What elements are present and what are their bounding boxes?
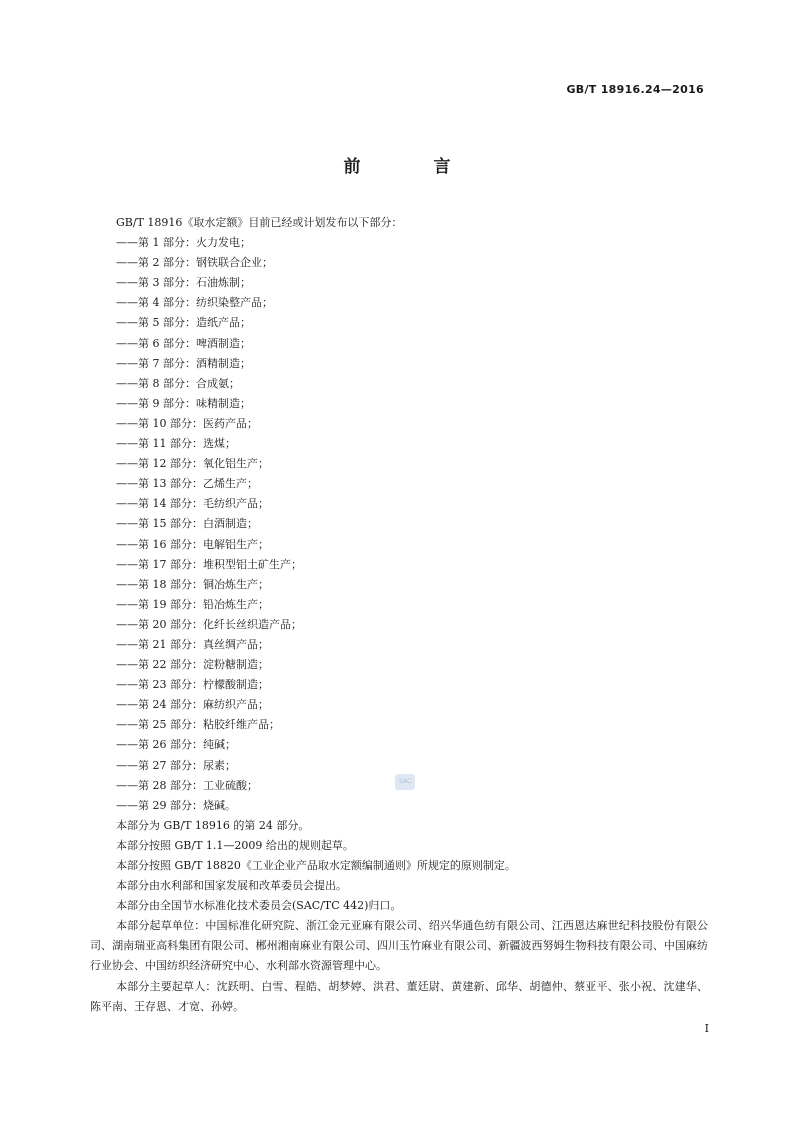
part-list-item: ——第 22 部分：淀粉糖制造； xyxy=(116,658,269,672)
part-list-item: ——第 1 部分：火力发电； xyxy=(116,236,251,250)
part-list-item: ——第 18 部分：铜冶炼生产； xyxy=(116,577,269,591)
body-paragraph: 本部分按照 GB/T 1.1—2009 给出的规则起草。 xyxy=(116,838,354,852)
part-list-item: ——第 11 部分：选煤； xyxy=(116,437,236,451)
body-paragraph: 本部分主要起草人：沈跃明、白雪、程皓、胡梦婷、洪君、董廷尉、黄建新、邱华、胡德仲、蔡亚平、张小祝、沈建华、陈平南、王存恩、才宽、孙婷。 xyxy=(90,979,708,1013)
part-list-item: ——第 21 部分：真丝绸产品； xyxy=(116,637,269,651)
watermark-logo-icon: SAC xyxy=(395,774,415,790)
part-list-item: ——第 2 部分：钢铁联合企业； xyxy=(116,256,273,270)
body-paragraph: 本部分由全国节水标准化技术委员会(SAC/TC 442)归口。 xyxy=(116,899,402,913)
parts-list xyxy=(90,233,708,816)
part-list-item: ——第 7 部分：酒精制造； xyxy=(116,356,251,370)
page-title: 前 言 xyxy=(343,157,479,177)
part-list-item: ——第 6 部分：啤酒制造； xyxy=(116,336,251,350)
page-number: I xyxy=(704,1022,709,1035)
body-paragraph: 本部分起草单位：中国标准化研究院、浙江金元亚麻有限公司、绍兴华通色纺有限公司、江西恩达麻世纪科技股份有限公司、湖南瑞亚高科集团有限公司、郴州湘南麻业有限公司、四川玉竹麻业有限公司、新疆波西努姆生物科技有限公司、中国麻纺行业协会、中国纺织经济研究中心、水利部水资源管理中心。 xyxy=(90,919,708,973)
body-paragraph: 本部分由水利部和国家发展和改革委员会提出。 xyxy=(116,879,347,893)
part-list-item: ——第 15 部分：白酒制造； xyxy=(116,517,258,531)
part-list-item: ——第 14 部分：毛纺织产品； xyxy=(116,497,269,511)
foreword-body xyxy=(90,213,708,1017)
part-list-item: ——第 24 部分：麻纺织产品； xyxy=(116,698,269,712)
part-list-item: ——第 10 部分：医药产品； xyxy=(116,416,258,430)
part-list-item: ——第 13 部分：乙烯生产； xyxy=(116,477,258,491)
part-list-item: ——第 26 部分：纯碱； xyxy=(116,738,236,752)
paragraphs xyxy=(90,816,708,1017)
part-list-item: ——第 9 部分：味精制造； xyxy=(116,396,251,410)
part-list-item: ——第 8 部分：合成氨； xyxy=(116,376,240,390)
intro-text: GB/T 18916《取水定额》目前已经或计划发布以下部分： xyxy=(116,216,403,229)
part-list-item: ——第 16 部分：电解铝生产； xyxy=(116,537,269,551)
part-list-item: ——第 20 部分：化纤长丝织造产品； xyxy=(116,617,302,631)
part-list-item: ——第 12 部分：氧化铝生产； xyxy=(116,457,269,471)
part-list-item: ——第 27 部分：尿素； xyxy=(116,758,236,772)
body-paragraph: 本部分按照 GB/T 18820《工业企业产品取水定额编制通则》所规定的原则制定。 xyxy=(116,859,516,872)
part-list-item: ——第 4 部分：纺织染整产品； xyxy=(116,296,273,310)
standard-code: GB/T 18916.24—2016 xyxy=(566,83,704,96)
part-list-item: ——第 3 部分：石油炼制； xyxy=(116,276,251,290)
part-list-item: ——第 5 部分：造纸产品； xyxy=(116,316,251,330)
part-list-item: ——第 25 部分：粘胶纤维产品； xyxy=(116,718,280,732)
part-list-item: ——第 23 部分：柠檬酸制造； xyxy=(116,678,269,692)
part-list-item: ——第 29 部分：烧碱。 xyxy=(116,798,236,812)
part-list-item: ——第 28 部分：工业硫酸； xyxy=(116,778,258,792)
body-paragraph: 本部分为 GB/T 18916 的第 24 部分。 xyxy=(116,818,310,832)
part-list-item: ——第 17 部分：堆积型铝土矿生产； xyxy=(116,557,302,571)
part-list-item: ——第 19 部分：铅冶炼生产； xyxy=(116,597,269,611)
